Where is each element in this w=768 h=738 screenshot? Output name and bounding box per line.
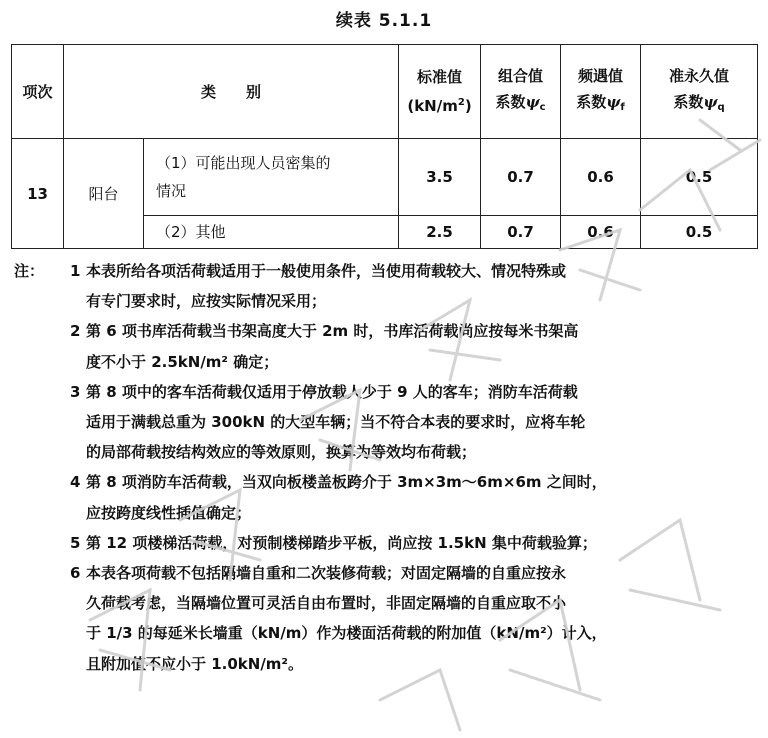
header-freq-line2 — [561, 89, 640, 121]
note-item — [14, 316, 754, 376]
row-item: 13 — [12, 139, 64, 249]
header-category: 类 别 — [64, 45, 399, 139]
note-line: 适用于满载总重为 300kN 的大型车辆；当不符合本表的要求时，应将车轮 — [86, 413, 586, 432]
table-header-row — [12, 45, 758, 139]
row-desc-line2: 情况 — [156, 182, 187, 200]
row-group: 阳台 — [64, 139, 144, 249]
note-item — [14, 377, 754, 468]
header-quasi-psi: ψ — [703, 92, 718, 111]
header-standard-line1: 标准值 — [417, 68, 463, 86]
note-line: 久荷载考虑，当隔墙位置可灵活自由布置时，非固定隔墙的自重应取不小 — [86, 594, 567, 613]
header-standard-line2 — [399, 90, 480, 119]
row-freq: 0.6 — [561, 139, 641, 216]
header-combo-sub: c — [539, 101, 546, 113]
row-quasi: 0.5 — [641, 139, 758, 216]
row-desc: （2）其他 — [144, 216, 399, 249]
note-line: 度不小于 2.5kN/m² 确定； — [86, 352, 279, 371]
header-standard-close: ) — [464, 97, 472, 115]
note-item — [14, 558, 754, 679]
note-item — [14, 528, 754, 558]
header-standard-sup: 2 — [457, 97, 465, 108]
header-combo-psi: ψ — [525, 92, 540, 111]
header-freq-line1: 频遇值 — [578, 66, 624, 85]
note-line: 第 12 项楼梯活荷载，对预制楼梯踏步平板，尚应按 1.5kN 集中荷载验算； — [86, 533, 597, 552]
header-combo — [481, 45, 561, 139]
load-table — [11, 44, 758, 249]
header-freq-psi: ψ — [606, 92, 621, 111]
header-freq — [561, 45, 641, 139]
header-quasi-sub: q — [717, 101, 725, 113]
note-line: 且附加值不应小于 1.0kN/m²。 — [86, 654, 304, 673]
note-line: 有专门要求时，应按实际情况采用； — [86, 292, 327, 311]
note-line: 本表所给各项活荷载适用于一般使用条件，当使用荷载较大、情况特殊或 — [86, 262, 567, 280]
note-line: 的局部荷载按结构效应的等效原则，换算为等效均布荷载； — [86, 443, 477, 462]
table-row — [12, 139, 758, 216]
note-number: 1 — [70, 262, 81, 280]
notes-section — [14, 256, 754, 679]
note-line: 本表各项荷载不包括隔墙自重和二次装修荷载；对固定隔墙的自重应按永 — [86, 564, 567, 583]
header-combo-word: 系数 — [495, 92, 526, 111]
header-quasi-word: 系数 — [673, 92, 704, 111]
row-standard: 2.5 — [399, 216, 481, 249]
note-line: 应按跨度线性插值确定； — [86, 503, 252, 522]
header-combo-line1: 组合值 — [498, 66, 544, 85]
header-quasi-line2 — [641, 89, 757, 121]
notes-label: 注： — [14, 262, 45, 280]
header-quasi-line1: 准永久值 — [669, 66, 730, 85]
header-freq-word: 系数 — [576, 92, 607, 111]
row-standard: 3.5 — [399, 139, 481, 216]
note-item — [14, 256, 754, 316]
row-combo: 0.7 — [481, 216, 561, 249]
note-number: 5 — [70, 533, 81, 552]
note-line: 第 6 项书库活荷载当书架高度大于 2m 时，书库活荷载尚应按每米书架高 — [86, 322, 579, 341]
note-number: 3 — [70, 382, 81, 401]
header-freq-sub: f — [620, 101, 625, 113]
row-desc — [144, 139, 399, 216]
note-line: 第 8 项中的客车活荷载仅适用于停放载人少于 9 人的客车；消防车活荷载 — [86, 382, 578, 401]
header-standard — [399, 45, 481, 139]
header-item: 项次 — [12, 45, 64, 139]
table-title: 续表 5.1.1 — [335, 11, 433, 31]
row-desc-line1: （1）可能出现人员密集的 — [156, 154, 331, 172]
note-line: 第 8 项消防车活荷载，当双向板楼盖板跨介于 3m×3m～6m×6m 之间时， — [86, 473, 607, 492]
header-quasi — [641, 45, 758, 139]
header-standard-unit: (kN/m — [407, 97, 458, 115]
header-combo-line2 — [481, 89, 560, 121]
note-number: 2 — [70, 322, 81, 341]
note-line: 于 1/3 的每延米长墙重（kN/m）作为楼面活荷载的附加值（kN/m²）计入， — [86, 624, 607, 643]
row-combo: 0.7 — [481, 139, 561, 216]
row-quasi: 0.5 — [641, 216, 758, 249]
note-item — [14, 467, 754, 527]
note-number: 6 — [70, 564, 81, 583]
row-freq: 0.6 — [561, 216, 641, 249]
note-number: 4 — [70, 473, 81, 492]
